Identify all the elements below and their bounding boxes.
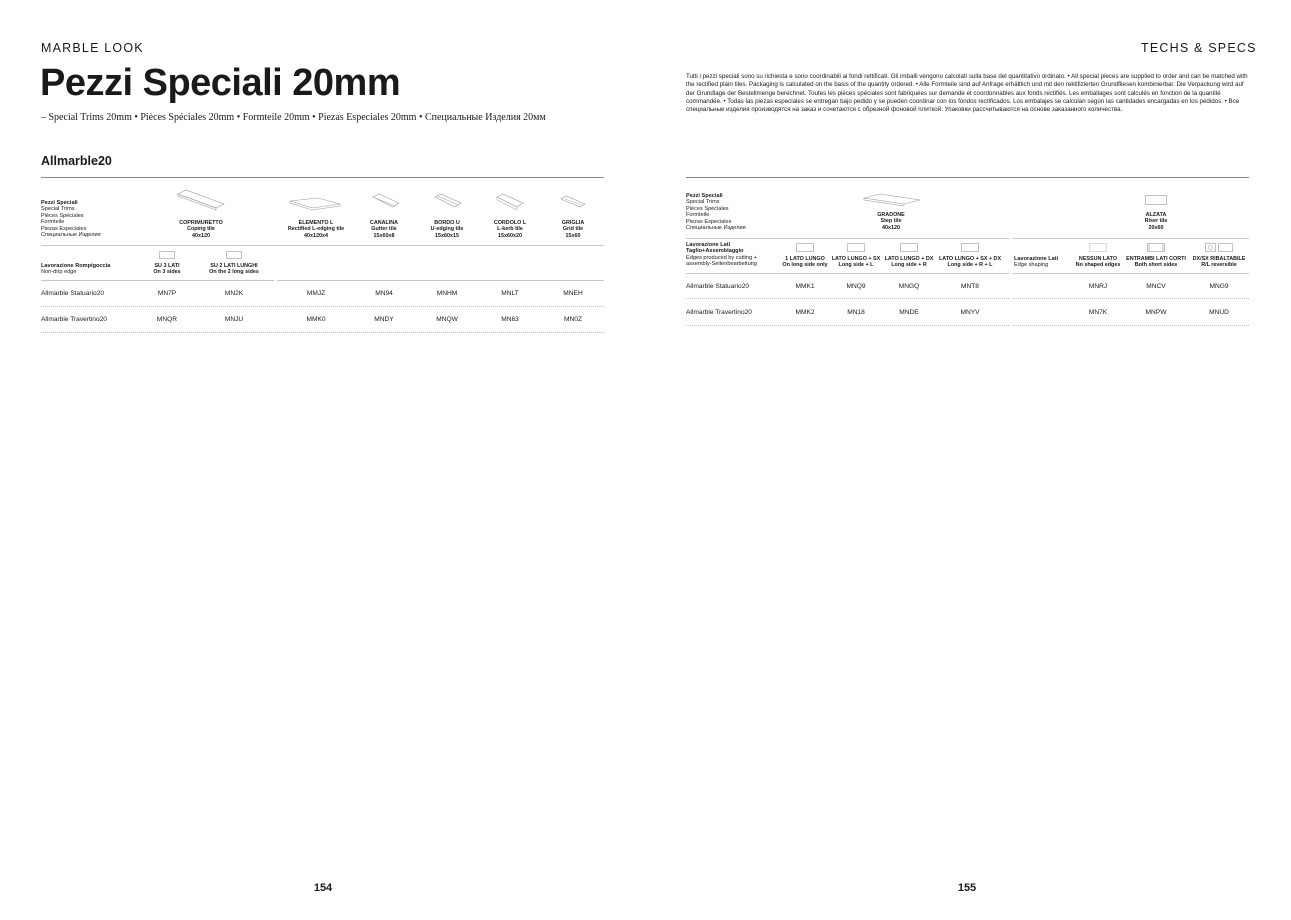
row-divider: [41, 332, 604, 333]
trim-desc: Coping tile: [187, 226, 215, 233]
product-code: MNT8: [961, 283, 979, 290]
trim-name: GRADONE: [877, 212, 905, 218]
trims-label-it: Pezzi Speciali: [41, 200, 78, 206]
page-number-left: 154: [313, 882, 333, 894]
option-name: NESSUN LATO: [1078, 256, 1118, 262]
reversible-icon: [1205, 243, 1233, 252]
no-shaped-edges-icon: [1089, 243, 1107, 252]
trims-label-fr: Pièces Spéciales: [41, 212, 84, 219]
option-desc: Long side + R + L: [947, 262, 993, 269]
sub-subtitle: Non-drip edge: [41, 269, 77, 276]
divider: [1013, 273, 1249, 274]
product-code: MNJU: [224, 316, 244, 323]
option-desc: Long side + L: [838, 262, 874, 269]
trim-size: 15x60x20: [498, 232, 522, 239]
trim-name: CORDOLO L: [493, 220, 527, 226]
sub-subtitle: Edge shaping: [1014, 262, 1049, 269]
trims-label-es: Piezas Especiales: [686, 218, 732, 225]
divider: [41, 245, 604, 246]
product-code: MN94: [375, 290, 393, 297]
product-code: MNLT: [501, 290, 519, 297]
row-divider: [1013, 298, 1249, 299]
product-code: MN0Z: [564, 316, 582, 323]
l-edging-tile-icon: [288, 198, 342, 212]
product-code: MNUD: [1209, 309, 1229, 316]
product-code: MNQW: [436, 316, 458, 323]
option-desc: R/L reversible: [1201, 262, 1237, 269]
trim-name: ALZATA: [1145, 212, 1167, 218]
sub-title: Lavorazione Rompigoccia: [41, 263, 111, 269]
option-name: LATO LUNGO + DX: [884, 256, 934, 262]
long-side-both-icon: [961, 243, 979, 252]
product-code: MNGQ: [898, 283, 920, 290]
option-1-lato-lungo: [782, 256, 827, 269]
trim-size: 40x120: [192, 232, 210, 239]
product-code: MNDE: [899, 309, 919, 316]
product-code: MN7P: [157, 290, 177, 297]
divider: [41, 177, 604, 178]
table-row-label: Allmarble Travertino20: [686, 309, 752, 316]
option-name: ENTRAMBI LATI CORTI: [1126, 256, 1186, 262]
trim-name: GRIGLIA: [561, 220, 585, 226]
sub-subtitle-2: assembly-Seitenbearbeitung: [686, 261, 757, 268]
product-code: MMK1: [795, 283, 815, 290]
product-code: MN18: [847, 309, 865, 316]
non-drip-edge-label: [41, 263, 110, 276]
trims-label-es: Piezas Especiales: [41, 225, 87, 232]
product-code: MNYV: [960, 309, 980, 316]
l-kerb-tile-icon: [496, 194, 524, 210]
product-code: MNRJ: [1088, 283, 1108, 290]
table-row-label: Allmarble Statuario20: [686, 283, 750, 290]
product-code: MMK0: [306, 316, 326, 323]
sub-title: Lavorazione Lati: [1014, 256, 1059, 262]
section-label-right: TECHS & SPECS: [1141, 41, 1257, 55]
sub-subtitle: Edges produced by cutting +: [686, 254, 758, 261]
trim-size: 20x60: [1148, 224, 1164, 231]
trim-desc: Rectified L-edging tile: [287, 226, 345, 233]
trims-label-de: Formteile: [41, 219, 65, 226]
row-divider: [41, 306, 604, 307]
trim-header-cordolo-l: [494, 220, 526, 239]
option-lato-lungo-dx: [885, 256, 934, 269]
step-tile-icon: [862, 194, 922, 208]
option-nessun-lato: [1076, 256, 1121, 269]
trim-size: 40x120: [882, 224, 900, 231]
trim-header-canalina: [370, 220, 398, 239]
special-pieces-description: Tutti i pezzi speciali sono su richiesta e sono coordinabili ai fondi rettificati. Gli imballi vengono calcolati sulla base del quantitativo ordinato. • All special pieces are supplied to order and can be matched with the rectified plain tiles. Packaging is calculated on the basis of the quantity ordered. • Alle Formteile sind auf Anfrage erhältlich und mit den rektifizierten Grundfliesen kombinierbar. Die Verpackung wird auf der Grundlage der Bestellmenge berechnet. Toutes les pièces spéciales sont fabriquées sur demande et coordonnables aux fonds rectifiés. Les emballages sont calculés en fonction de la quantité commandée. • Todas las piezas especiales se entregan bajo pedido y se pueden coordinar con los fondos rectificados. Los embalajes se calculan según las cantidades encargadas en los pedidos. • Все специальные изделия производятся на заказ и сочетаются с обрезной фоновой плиткой. Упаковки рассчитываются на основе заказанного количества.: [686, 73, 1248, 114]
grid-tile-icon: [560, 196, 586, 210]
divider: [1013, 238, 1249, 239]
trim-desc: U-edging tile: [430, 226, 464, 233]
option-su-2-lati-lunghi: [209, 263, 259, 276]
gutter-tile-icon: [372, 194, 400, 210]
trims-label-it: Pezzi Speciali: [686, 193, 723, 199]
product-code: MNPW: [1145, 309, 1167, 316]
riser-tile-icon: [1145, 195, 1167, 205]
product-code: MNHM: [436, 290, 458, 297]
product-code: MN7K: [1088, 309, 1108, 316]
product-code: MNEH: [563, 290, 583, 297]
option-entrambi-lati-corti: [1126, 256, 1186, 269]
one-long-side-icon: [796, 243, 814, 252]
edge-cutting-label: [686, 242, 757, 268]
product-code: MMJZ: [306, 290, 326, 297]
trims-label-en: Special Trims: [41, 206, 75, 213]
product-code: MMK2: [795, 309, 815, 316]
option-desc: No shaped edges: [1075, 262, 1121, 269]
trims-label-en: Special Trims: [686, 199, 720, 206]
row-divider: [1013, 325, 1249, 326]
trim-header-alzata: [1145, 212, 1168, 231]
trim-name: COPRIMURETTO: [179, 220, 223, 226]
divider: [686, 177, 1249, 178]
long-side-left-icon: [847, 243, 865, 252]
row-divider: [686, 298, 1009, 299]
product-code: MNQR: [156, 316, 178, 323]
product-code: MNG9: [1209, 283, 1229, 290]
trim-desc: Grid tile: [562, 226, 584, 233]
trims-label-stack: [686, 193, 746, 231]
option-lato-lungo-sx-dx: [939, 256, 1001, 269]
trim-desc: Riser tile: [1144, 218, 1168, 225]
trim-name: CANALINA: [369, 220, 399, 226]
option-desc: On the 2 long sides: [209, 269, 259, 276]
option-su-3-lati: [153, 263, 180, 276]
trim-name: BORDO U: [434, 220, 460, 226]
trim-size: 15x60x15: [435, 232, 459, 239]
option-name: LATO LUNGO + SX: [831, 256, 881, 262]
trims-label-ru: Специальные Изделия: [686, 225, 746, 232]
two-long-sides-icon: [226, 251, 242, 259]
three-sides-icon: [159, 251, 175, 259]
trim-desc: Step tile: [880, 218, 902, 225]
trim-name: ELEMENTO L: [298, 220, 334, 226]
trim-header-elemento-l: [288, 220, 344, 239]
sub-title: Lavorazione Lati: [686, 242, 731, 248]
section-label-left: MARBLE LOOK: [41, 41, 144, 55]
option-desc: On 3 sides: [153, 269, 181, 276]
both-short-sides-icon: [1147, 243, 1165, 252]
divider: [686, 273, 1009, 274]
divider: [41, 280, 274, 281]
table-row-label: Allmarble Statuario20: [41, 290, 105, 297]
trims-label-fr: Pièces Spéciales: [686, 205, 729, 212]
option-desc: On long side only: [782, 262, 828, 269]
table-row-label: Allmarble Travertino20: [41, 316, 107, 323]
option-dx-sx-ribaltabile: [1193, 256, 1246, 269]
page-title: Pezzi Speciali 20mm: [40, 62, 401, 104]
trim-header-gradone: [877, 212, 905, 231]
option-name: SU 2 LATI LUNGHI: [210, 263, 258, 269]
option-name: SU 3 LATI: [154, 263, 180, 269]
sub-title-2: Taglio+Assemblaggio: [686, 248, 744, 255]
trims-label-stack: [41, 200, 101, 238]
trim-header-coprimuretto: [179, 220, 223, 239]
product-code: MNQ9: [846, 283, 866, 290]
product-code: MN2K: [224, 290, 244, 297]
trim-desc: L-kerb tile: [497, 226, 523, 233]
divider: [686, 238, 1009, 239]
coping-tile-icon: [176, 190, 226, 212]
trim-size: 40x120x4: [304, 232, 328, 239]
collection-title: Allmarble20: [41, 154, 112, 168]
u-edging-tile-icon: [434, 194, 462, 210]
product-code: MNDY: [374, 316, 394, 323]
option-desc: Both short sides: [1134, 262, 1178, 269]
option-name: DX/SX RIBALTABILE: [1192, 256, 1246, 262]
product-code: MNCV: [1146, 283, 1166, 290]
trim-size: 15x60: [565, 232, 581, 239]
trim-desc: Gutter tile: [371, 226, 397, 233]
option-name: 1 LATO LUNGO: [785, 256, 825, 262]
option-name: LATO LUNGO + SX + DX: [938, 256, 1002, 262]
trims-label-de: Formteile: [686, 212, 710, 219]
divider: [277, 280, 604, 281]
trim-size: 15x60x8: [373, 232, 395, 239]
option-lato-lungo-sx: [832, 256, 880, 269]
product-code: MN63: [501, 316, 519, 323]
long-side-right-icon: [900, 243, 918, 252]
trims-label-ru: Специальные Изделия: [41, 232, 101, 239]
page-subtitle: – Special Trims 20mm • Pièces Spéciales 20mm • Formteile 20mm • Piezas Especiales 20mm • Специальные Изделия 20мм: [41, 112, 546, 123]
edge-shaping-label: [1014, 256, 1058, 269]
option-desc: Long side + R: [891, 262, 927, 269]
row-divider: [686, 325, 1009, 326]
trim-header-griglia: [562, 220, 584, 239]
trim-header-bordo-u: [431, 220, 464, 239]
page-number-right: 155: [957, 882, 977, 894]
